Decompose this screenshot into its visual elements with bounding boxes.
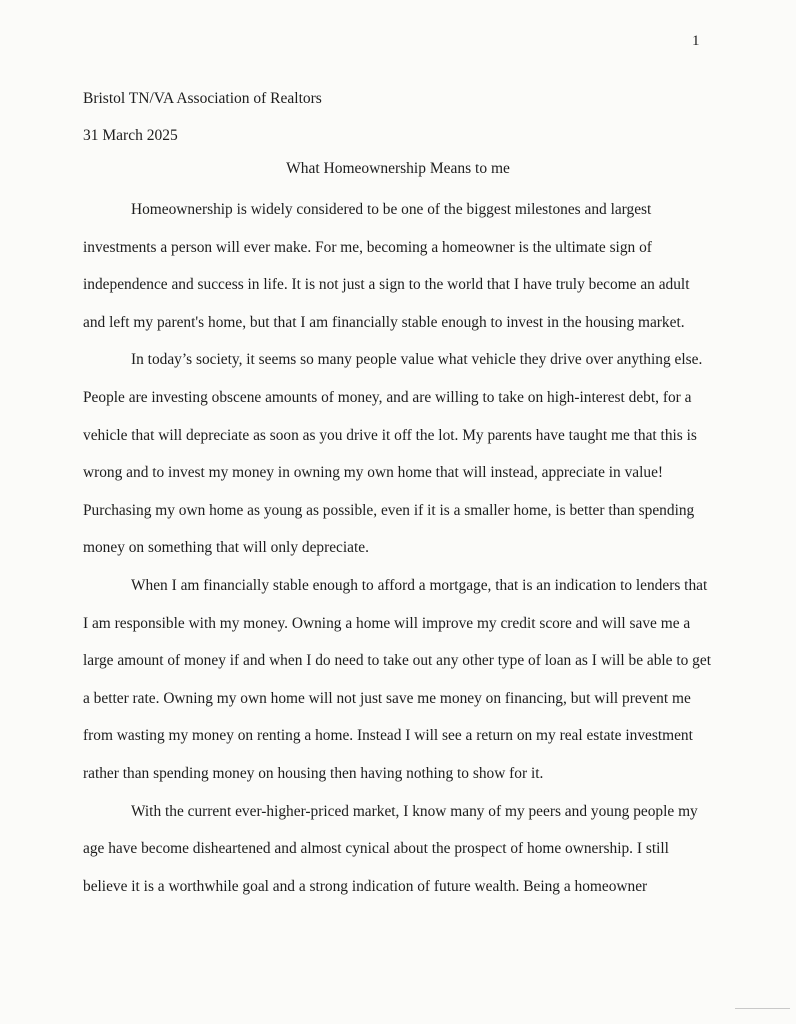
- paragraph-3: When I am financially stable enough to afford a mortgage, that is an indication to lenders that I am responsible with my money. Owning a home will improve my credit score and will save me a large amount of money if and when I do need to take out any other type of loan as I will be able to get a better rate. Owning my own home will not just save me money on financing, but will prevent me from wasting my money on renting a home. Instead I will see a return on my real estate investment rather than spending money on housing then having nothing to show for it.: [83, 576, 711, 782]
- paragraph-1: Homeownership is widely considered to be one of the biggest milestones and largest investments a person will ever make. For me, becoming a homeowner is the ultimate sign of independence and success in life. It is not just a sign to the world that I have truly become an adult and left my parent's home, but that I am financially stable enough to invest in the housing market.: [83, 201, 690, 331]
- organization-name: Bristol TN/VA Association of Realtors: [83, 90, 322, 107]
- scan-edge-line: [735, 1008, 790, 1009]
- paragraph-4: With the current ever-higher-priced market, I know many of my peers and young people my age have become disheartened and almost cynical about the prospect of home ownership. I still believe it is a worthwhile goal and a strong indication of future wealth. Being a homeowner: [83, 802, 698, 895]
- essay-body: [83, 191, 713, 905]
- page-number: 1: [692, 33, 700, 49]
- paragraph-2: In today’s society, it seems so many people value what vehicle they drive over anything else. People are investing obscene amounts of money, and are willing to take on high-interest debt, for a vehicle that will depreciate as soon as you drive it off the lot. My parents have taught me that this is wrong and to invest my money in owning my own home that will instead, appreciate in value! Purchasing my own home as young as possible, even if it is a smaller home, is better than spending money on something that will only depreciate.: [83, 351, 703, 557]
- document-date: 31 March 2025: [83, 127, 178, 144]
- essay-title: What Homeownership Means to me: [286, 160, 510, 177]
